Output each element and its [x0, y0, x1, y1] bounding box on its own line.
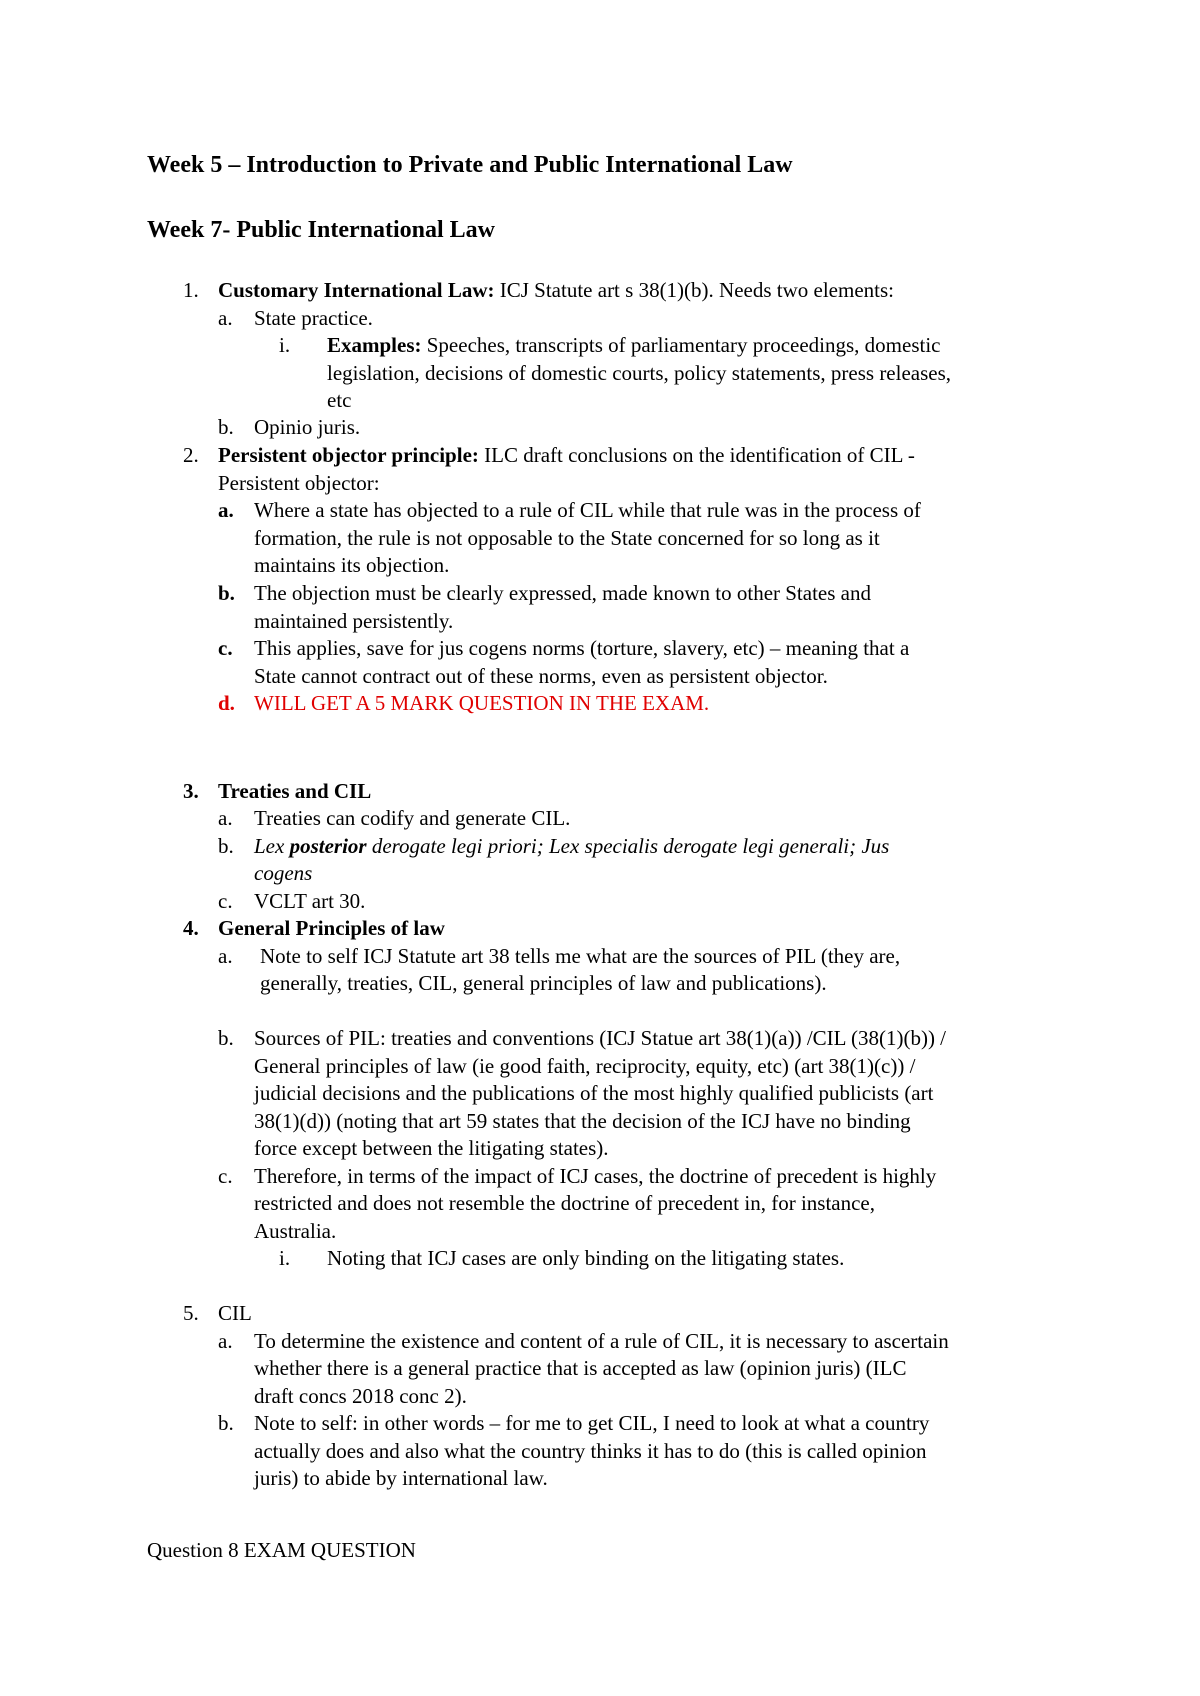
item-3c-letter: c. — [218, 889, 233, 913]
item-1a-letter: a. — [218, 306, 233, 330]
section-1-title: Customary International Law: — [218, 278, 495, 302]
heading-week-5: Week 5 – Introduction to Private and Public International Law — [147, 152, 793, 178]
item-5b-line-1: Note to self: in other words – for me to get CIL, I need to look at what a country — [254, 1411, 930, 1435]
item-5a-letter: a. — [218, 1329, 233, 1353]
section-1-number: 1. — [183, 278, 199, 302]
item-5a-line-2: whether there is a general practice that is accepted as law (opinion juris) (ILC — [254, 1356, 907, 1380]
item-3a-text: Treaties can codify and generate CIL. — [254, 806, 571, 830]
item-4a-letter: a. — [218, 944, 233, 968]
item-1a-text: State practice. — [254, 306, 373, 330]
section-5-number: 5. — [183, 1301, 199, 1325]
item-2c-line-1: This applies, save for jus cogens norms (torture, slavery, etc) – meaning that a — [254, 636, 910, 660]
item-3a-letter: a. — [218, 806, 233, 830]
section-1-heading — [218, 276, 894, 304]
item-2c-line-2: State cannot contract out of these norms, even as persistent objector. — [254, 664, 828, 688]
item-4b-line-4: 38(1)(d)) (noting that art 59 states that the decision of the ICJ have no binding — [254, 1109, 911, 1133]
section-2-heading-line-2: Persistent objector: — [218, 471, 380, 495]
item-3b-line-2: cogens — [254, 861, 313, 885]
exam-question-footer: Question 8 EXAM QUESTION — [147, 1538, 416, 1562]
item-4c-line-1: Therefore, in terms of the impact of ICJ cases, the doctrine of precedent is highly — [254, 1164, 937, 1188]
item-1b-letter: b. — [218, 415, 234, 439]
item-4c-letter: c. — [218, 1164, 233, 1188]
item-4c-line-3: Australia. — [254, 1219, 337, 1243]
item-1a-i-numeral: i. — [279, 333, 291, 357]
section-4-number: 4. — [183, 916, 199, 940]
section-3-title: Treaties and CIL — [218, 779, 372, 803]
item-2c-letter: c. — [218, 636, 233, 660]
item-5b-line-2: actually does and also what the country thinks it has to do (this is called opinion — [254, 1439, 927, 1463]
item-4b-line-2: General principles of law (ie good faith, reciprocity, equity, etc) (art 38(1)(c)) / — [254, 1054, 916, 1078]
item-4a-line-1: Note to self ICJ Statute art 38 tells me what are the sources of PIL (they are, — [260, 944, 901, 968]
item-2a-line-1: Where a state has objected to a rule of CIL while that rule was in the process of — [254, 498, 921, 522]
item-4c-i-numeral: i. — [279, 1246, 291, 1270]
item-5b-letter: b. — [218, 1411, 234, 1435]
item-5a-line-1: To determine the existence and content of a rule of CIL, it is necessary to ascertain — [254, 1329, 949, 1353]
item-2b-line-2: maintained persistently. — [254, 609, 454, 633]
item-4c-i-text: Noting that ICJ cases are only binding on the litigating states. — [327, 1246, 845, 1270]
item-2a-letter: a. — [218, 498, 234, 522]
item-4c-line-2: restricted and does not resemble the doctrine of precedent in, for instance, — [254, 1191, 876, 1215]
item-4a-line-2: generally, treaties, CIL, general principles of law and publications). — [260, 971, 827, 995]
item-1a-i-line-2: legislation, decisions of domestic courts, policy statements, press releases, — [327, 361, 952, 385]
item-3b-letter: b. — [218, 834, 234, 858]
item-3c-text: VCLT art 30. — [254, 889, 366, 913]
item-1a-i-line-3: etc — [327, 388, 352, 412]
item-5a-line-3: draft concs 2018 conc 2). — [254, 1384, 467, 1408]
item-4b-line-3: judicial decisions and the publications of the most highly qualified publicists (art — [254, 1081, 934, 1105]
item-2a-line-3: maintains its objection. — [254, 553, 450, 577]
item-1a-i-line-1: Examples: Speeches, transcripts of parliamentary proceedings, domestic — [327, 333, 941, 357]
item-4b-line-5: force except between the litigating states). — [254, 1136, 609, 1160]
item-1b-text: Opinio juris. — [254, 415, 361, 439]
section-3-number: 3. — [183, 779, 199, 803]
item-4b-letter: b. — [218, 1026, 234, 1050]
section-2-title: Persistent objector principle: — [218, 443, 479, 467]
item-3b-line-1: Lex posterior derogate legi priori; Lex specialis derogate legi generali; Jus — [254, 834, 890, 858]
section-1-text: ICJ Statute art s 38(1)(b). Needs two elements: — [494, 278, 894, 302]
exam-warning: WILL GET A 5 MARK QUESTION IN THE EXAM. — [254, 691, 710, 715]
item-2d-letter: d. — [218, 691, 235, 715]
examples-label: Examples: — [327, 333, 422, 357]
item-2a-line-2: formation, the rule is not opposable to the State concerned for so long as it — [254, 526, 880, 550]
section-4-title: General Principles of law — [218, 916, 445, 940]
section-2-number: 2. — [183, 443, 199, 467]
heading-week-7: Week 7- Public International Law — [147, 217, 496, 243]
section-2-heading: Persistent objector principle: ILC draft conclusions on the identification of CIL - — [218, 443, 915, 467]
item-2b-line-1: The objection must be clearly expressed, made known to other States and — [254, 581, 871, 605]
item-5b-line-3: juris) to abide by international law. — [254, 1466, 548, 1490]
item-2b-letter: b. — [218, 581, 235, 605]
item-4b-line-1: Sources of PIL: treaties and conventions (ICJ Statue art 38(1)(a)) /CIL (38(1)(b)) / — [254, 1026, 947, 1050]
section-5-title: CIL — [218, 1301, 252, 1325]
